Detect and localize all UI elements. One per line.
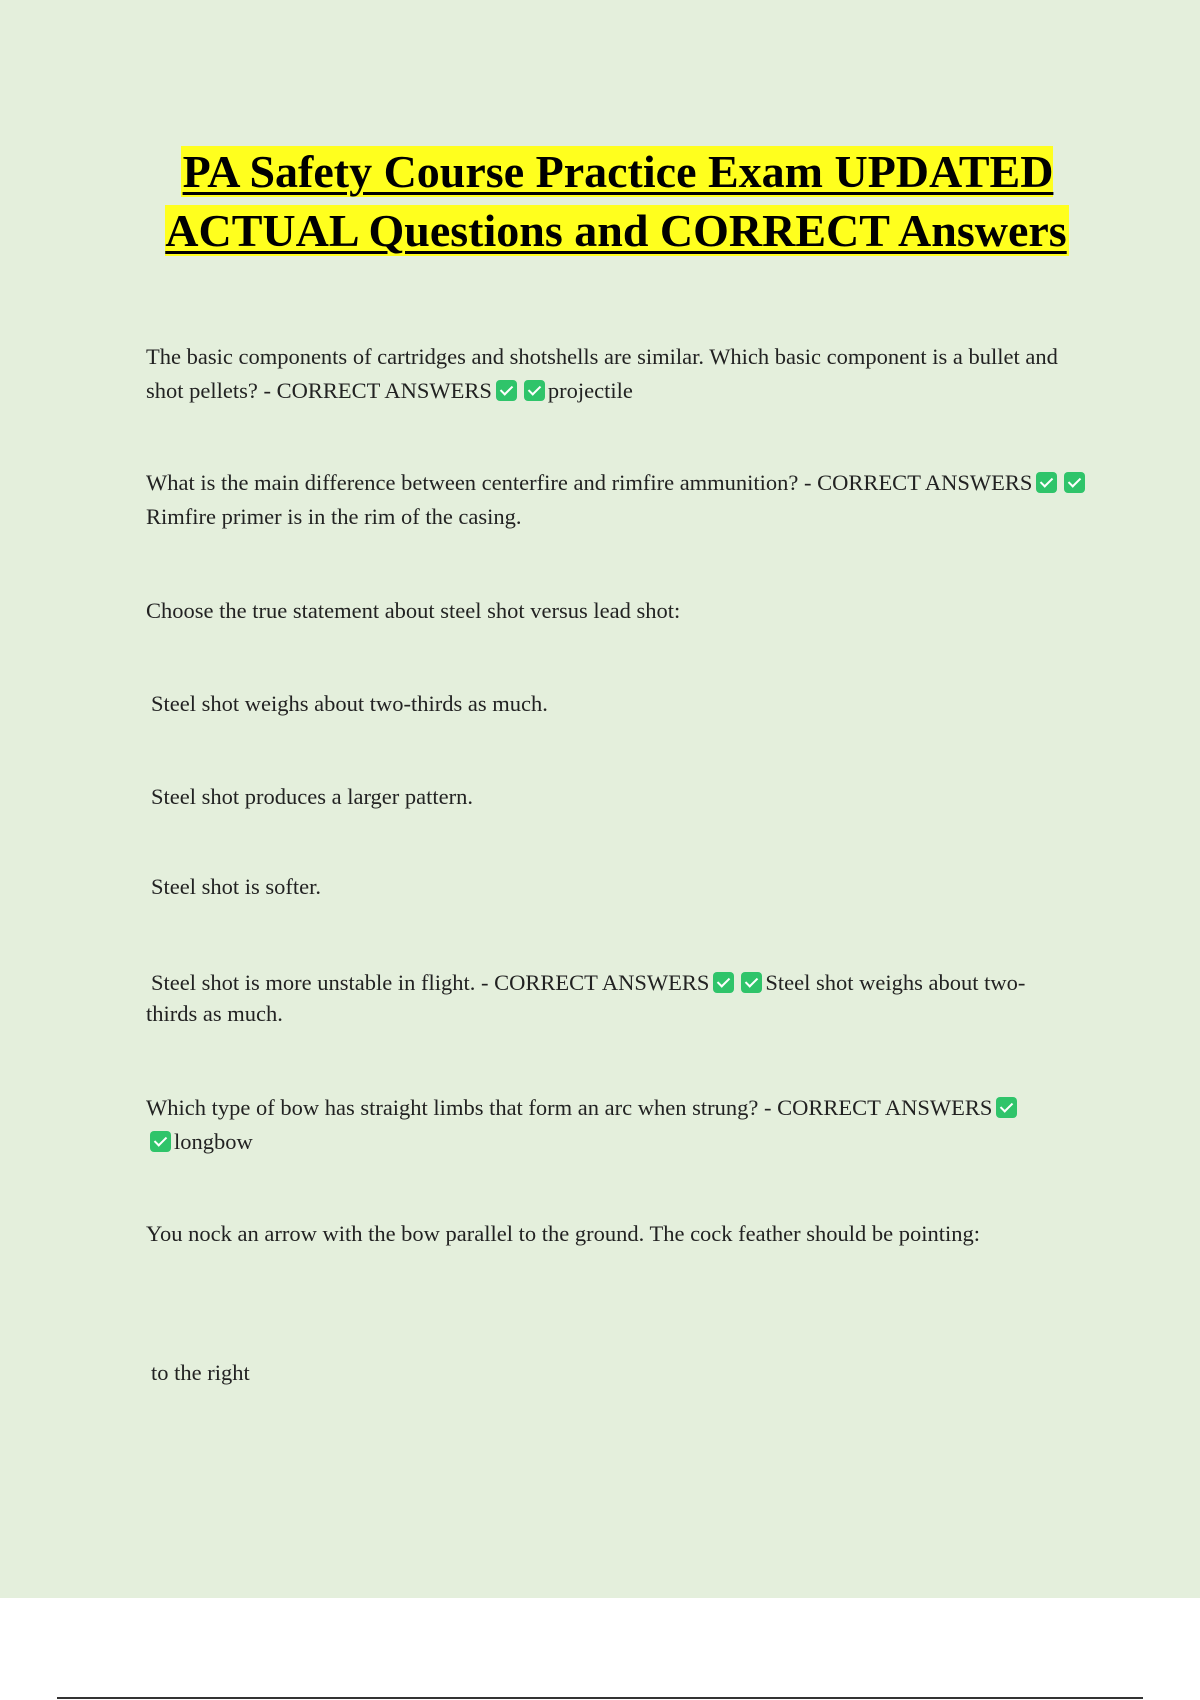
question-4-text: Which type of bow has straight limbs that form an arc when strung? - xyxy=(146,1095,772,1120)
answer-1-text: projectile xyxy=(547,378,633,403)
correct-answers-label: CORRECT ANSWERS xyxy=(276,378,492,403)
option-text: Steel shot is softer. xyxy=(151,874,321,899)
check-icon xyxy=(996,1097,1017,1118)
question-3 xyxy=(146,594,1096,628)
question-3-text: Choose the true statement about steel shot versus lead shot: xyxy=(146,598,681,623)
check-icon xyxy=(524,380,545,401)
option-text: Steel shot produces a larger pattern. xyxy=(151,784,473,809)
question-4 xyxy=(146,1091,1046,1159)
check-icon xyxy=(741,972,762,993)
option-item xyxy=(151,780,1101,814)
option-item xyxy=(151,687,1101,721)
answer-4-text: longbow xyxy=(174,1129,253,1154)
question-5-text: You nock an arrow with the bow parallel to the ground. The cock feather should be pointing: xyxy=(146,1221,980,1246)
option-item xyxy=(151,870,1101,904)
footer-divider xyxy=(57,1697,1143,1699)
question-1 xyxy=(146,340,1096,408)
correct-answers-label: CORRECT ANSWERS xyxy=(817,470,1033,495)
check-icon xyxy=(713,972,734,993)
option-text: Steel shot weighs about two-thirds as much. xyxy=(151,691,548,716)
question-2-text: What is the main difference between centerfire and rimfire ammunition? - xyxy=(146,470,812,495)
question-2 xyxy=(146,466,1096,534)
question-1-text: The basic components of cartridges and shotshells are similar. Which basic component is a bullet and shot pellets? - xyxy=(146,344,1058,403)
answer-2-text: Rimfire primer is in the rim of the casing. xyxy=(146,504,522,529)
answer-3-text: Steel shot weighs about two-thirds as much. xyxy=(146,970,1026,1026)
option-text: to the right xyxy=(151,1360,250,1385)
option-item xyxy=(146,967,1076,1029)
question-5 xyxy=(146,1217,1096,1251)
option-item xyxy=(151,1356,1101,1390)
check-icon xyxy=(150,1131,171,1152)
check-icon xyxy=(1036,472,1057,493)
correct-answers-label: CORRECT ANSWERS xyxy=(777,1095,993,1120)
check-icon xyxy=(1064,472,1085,493)
page-title xyxy=(120,142,1114,260)
check-icon xyxy=(496,380,517,401)
option-text: Steel shot is more unstable in flight. - xyxy=(151,970,489,995)
title-highlight: PA Safety Course Practice Exam UPDATED ACTUAL Questions and CORRECT Answers xyxy=(165,146,1067,256)
correct-answers-label: CORRECT ANSWERS xyxy=(494,970,710,995)
